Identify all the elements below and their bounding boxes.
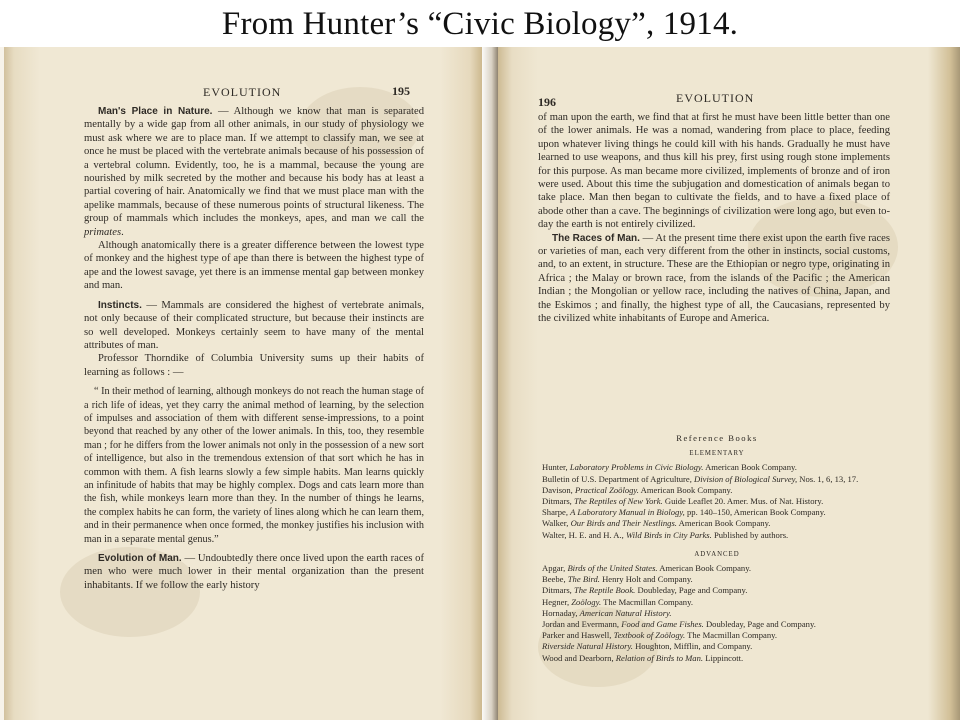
advanced-label: ADVANCED bbox=[694, 550, 740, 558]
list-item: Jordan and Evermann, Food and Game Fishes. Doubleday, Page and Company. bbox=[542, 619, 816, 630]
left-body-text bbox=[84, 105, 424, 592]
left-book-page bbox=[0, 47, 482, 720]
right-running-head: EVOLUTION bbox=[676, 91, 755, 105]
list-item: Walker, Our Birds and Their Nestlings. American Book Company. bbox=[542, 518, 771, 529]
list-item: Sharpe, A Laboratory Manual in Biology, pp. 140–150, American Book Company. bbox=[542, 507, 826, 518]
list-item: Beebe, The Bird. Henry Holt and Company. bbox=[542, 574, 693, 585]
section-heading: Instincts. bbox=[98, 299, 142, 311]
left-running-head: EVOLUTION bbox=[203, 85, 282, 99]
list-item: Apgar, Birds of the United States. American Book Company. bbox=[542, 563, 752, 574]
list-item: Bulletin of U.S. Department of Agriculture, Division of Biological Survey, Nos. 1, 6, 13, 17. bbox=[542, 473, 859, 484]
elementary-list bbox=[542, 462, 892, 540]
references-heading: Reference Books bbox=[676, 433, 758, 443]
list-item: Hornaday, American Natural History. bbox=[542, 607, 672, 618]
elementary-label: ELEMENTARY bbox=[689, 450, 745, 458]
advanced-list bbox=[542, 563, 892, 664]
paragraph: Evolution of Man. — Undoubtedly there once lived upon the earth races of men who were much lower in their mental organization than the present inhabitants. If we follow the early history bbox=[84, 553, 424, 591]
list-item: Ditmars, The Reptiles of New York. Guide Leaflet 20. Amer. Mus. of Nat. History. bbox=[542, 496, 824, 507]
section-heading: The Races of Man. bbox=[552, 232, 640, 244]
list-item: Hegner, Zoölogy. The Macmillan Company. bbox=[542, 596, 693, 607]
right-body-text bbox=[538, 111, 890, 326]
list-item: Walter, H. E. and H. A., Wild Birds in City Parks. Published by authors. bbox=[542, 529, 789, 540]
right-book-page bbox=[498, 47, 960, 720]
paragraph: Man's Place in Nature. — Although we know that man is separated mentally by a wide gap from all other animals, in our study of physiology we must ask where we are to place man. If we attempt to classify man, we see at once he must be placed with the vertebrate animals because of his possession of a vertebral column. Evidently, too, he is a mammal, because the young are nourished by milk secreted by the mother and because his body has at least a partial covering of hair. Anatomically we find that we must place man with the apelike mammals, because of these numerous points of structural likeness. The group of mammals which includes the monkeys, apes, and man we call the primates. bbox=[84, 106, 424, 238]
book-gutter bbox=[482, 47, 498, 720]
right-page-number: 196 bbox=[538, 95, 556, 109]
list-item: Wood and Dearborn, Relation of Birds to Man. Lippincott. bbox=[542, 652, 744, 663]
paragraph: Instincts. — Mammals are considered the highest of vertebrate animals, not only because of their complicated structure, but because their instincts are so well developed. Monkeys certainly seem to have many of the mental attributes of man. bbox=[84, 299, 424, 351]
section-heading: Evolution of Man. bbox=[98, 553, 182, 564]
list-item: Davison, Practical Zoölogy. American Book Company. bbox=[542, 484, 733, 495]
paragraph: of man upon the earth, we find that at first he must have been little better than one of the lower animals. He was a nomad, wandering from place to place, feeding upon whatever living things he could kill with his hands. Gradually he must have learned to use weapons, and thus kill his prey, first using rough stone implements for this purpose. As man became more civilized, implements of bronze and of iron were used. About this time the subjugation and domestication of animals began to take place. Man then began to cultivate the fields, and to have a fixed place of abode other than a cave. The beginnings of civilization were long ago, but even to-day the earth is not entirely civilized. bbox=[538, 112, 890, 231]
list-item: Hunter, Laboratory Problems in Civic Biology. American Book Company. bbox=[542, 462, 797, 473]
left-page-number: 195 bbox=[392, 84, 410, 98]
paragraph: The Races of Man. — At the present time there exist upon the earth five races or varieties of man, each very different from the other in instincts, social customs, and, to an extent, in structure. These are the Ethiopian or negro type, originating in Africa ; the Malay or brown race, from the islands of the Pacific ; the American Indian ; the Mongolian or yellow race, including the natives of China, Japan, and the Eskimos ; and finally, the highest type of all, the Caucasians, represented by the civilized white inhabitants of Europe and America. bbox=[538, 232, 890, 325]
list-item: Ditmars, The Reptile Book. Doubleday, Page and Company. bbox=[542, 585, 748, 596]
quotation: “ In their method of learning, although monkeys do not reach the human stage of a rich life of ideas, yet they carry the animal method of learning, by the selection of impulses and association of them with different sense-impressions, to a point beyond that reached by any other of the lower animals. In this, too, they resemble man ; for he differs from the lower animals not only in the possession of a new sort of intelligence, but also in the tremendous extension of that sort which he has in common with them. A fish learns slowly a few simple habits. Man learns quickly an infinitude of habits that may be highly complex. Dogs and cats learn more than the fish, while monkeys learn more than they. In the number of things he learns, the complex habits he can form, the variety of lines along which he can learn them, and in their permanence when once formed, the monkey justifies his inclusion with man in a separate mental genus.” bbox=[84, 386, 424, 545]
paragraph: Professor Thorndike of Columbia University sums up their habits of learning as follows : — bbox=[84, 353, 424, 378]
paragraph: Although anatomically there is a greater difference between the lowest type of monkey and the highest type of ape than there is between the highest type of ape and the lowest savage, yet there is an immense mental gap between monkey and man. bbox=[84, 240, 424, 292]
section-heading: Man's Place in Nature. bbox=[98, 106, 213, 117]
list-item: Riverside Natural History. Houghton, Mifflin, and Company. bbox=[542, 641, 753, 652]
reference-books-section bbox=[542, 433, 892, 664]
slide-title: From Hunter’s “Civic Biology”, 1914. bbox=[221, 6, 739, 42]
list-item: Parker and Haswell, Textbook of Zoölogy. The Macmillan Company. bbox=[542, 630, 778, 641]
